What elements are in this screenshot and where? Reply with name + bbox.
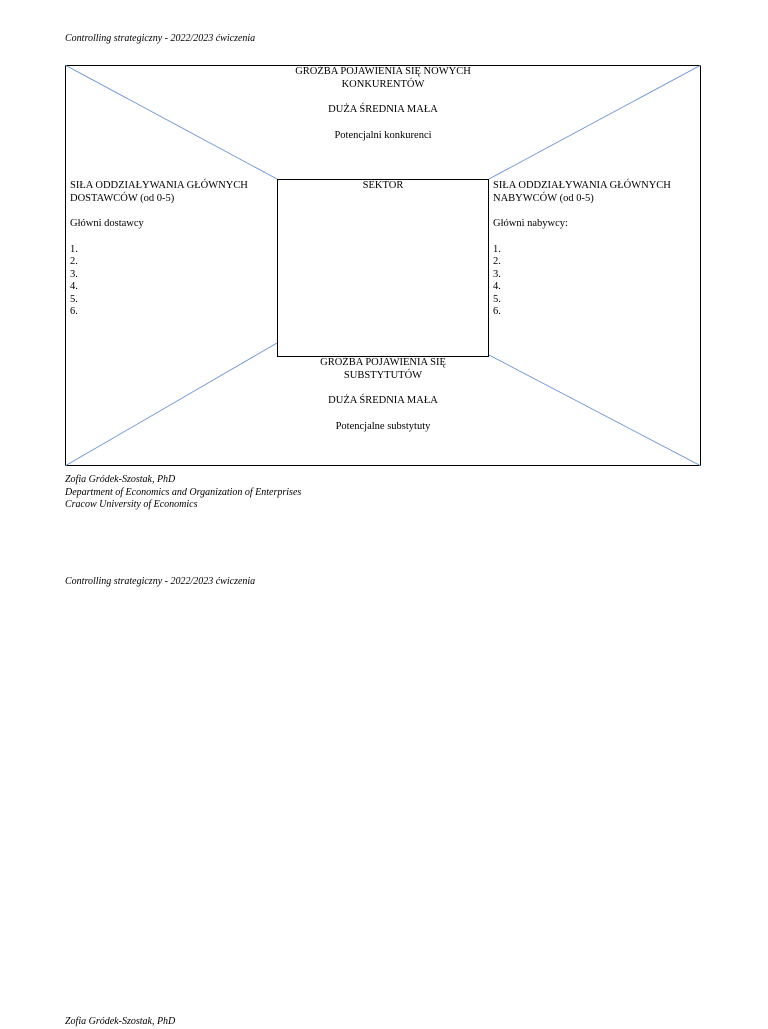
buyers-item-5: 5. <box>493 293 501 305</box>
footer-department: Department of Economics and Organization of Enterprises <box>65 486 302 498</box>
page-footer <box>65 474 301 512</box>
buyers-item-2: 2. <box>493 256 501 267</box>
suppliers-item-4: 4. <box>70 281 78 292</box>
buyers-item-6: 6. <box>493 306 501 317</box>
substitutes-title-line2: SUBSTYTUTÓW <box>343 369 423 381</box>
new-entrants-title-line2: KONKURENTÓW <box>341 78 425 90</box>
sector-box <box>277 179 489 357</box>
page-header: Controlling strategiczny - 2022/2023 ćwiczenia <box>65 33 256 44</box>
buyers-subtitle: Główni nabywcy: <box>493 218 568 229</box>
five-forces-diagram <box>65 65 701 466</box>
substitutes-title-line1: GROŹBA POJAWIENIA SIĘ <box>320 357 446 368</box>
new-entrants-title-line1: GROŹBA POJAWIENIA SIĘ NOWYCH <box>295 66 471 77</box>
buyers-title-line2: NABYWCÓW (od 0-5) <box>493 192 594 204</box>
new-entrants-section <box>277 66 489 142</box>
suppliers-item-2: 2. <box>70 256 78 267</box>
buyers-item-1: 1. <box>493 243 501 255</box>
suppliers-item-5: 5. <box>70 293 78 305</box>
suppliers-item-6: 6. <box>70 306 78 317</box>
suppliers-title-line1: SIŁA ODDZIAŁYWANIA GŁÓWNYCH <box>70 180 248 191</box>
diagonal-top-right <box>489 65 701 179</box>
buyers-item-3: 3. <box>493 268 501 280</box>
suppliers-section <box>70 180 248 319</box>
footer-author: Zofia Gródek-Szostak, PhD <box>65 474 176 485</box>
substitutes-section <box>277 357 489 433</box>
buyers-section <box>493 180 671 319</box>
diagonal-top-left <box>65 65 277 179</box>
substitutes-subtitle: Potencjalne substytuty <box>335 420 431 432</box>
sector-title: SEKTOR <box>362 180 404 191</box>
buyers-title-line1: SIŁA ODDZIAŁYWANIA GŁÓWNYCH <box>493 180 671 191</box>
diagonal-bottom-right <box>489 355 701 466</box>
page2-footer-author: Zofia Gródek-Szostak, PhD <box>65 1016 176 1027</box>
new-entrants-subtitle: Potencjalni konkurenci <box>334 129 432 141</box>
diagonal-bottom-left <box>65 343 277 466</box>
page2-header: Controlling strategiczny - 2022/2023 ćwiczenia <box>65 576 256 587</box>
suppliers-item-3: 3. <box>70 268 78 280</box>
buyers-item-4: 4. <box>493 281 501 292</box>
footer-university: Cracow University of Economics <box>65 499 198 510</box>
suppliers-item-1: 1. <box>70 243 78 255</box>
new-entrants-scale: DUŻA ŚREDNIA MAŁA <box>328 104 438 115</box>
suppliers-subtitle: Główni dostawcy <box>70 218 144 229</box>
suppliers-title-line2: DOSTAWCÓW (od 0-5) <box>70 192 175 204</box>
substitutes-scale: DUŻA ŚREDNIA MAŁA <box>328 395 438 406</box>
